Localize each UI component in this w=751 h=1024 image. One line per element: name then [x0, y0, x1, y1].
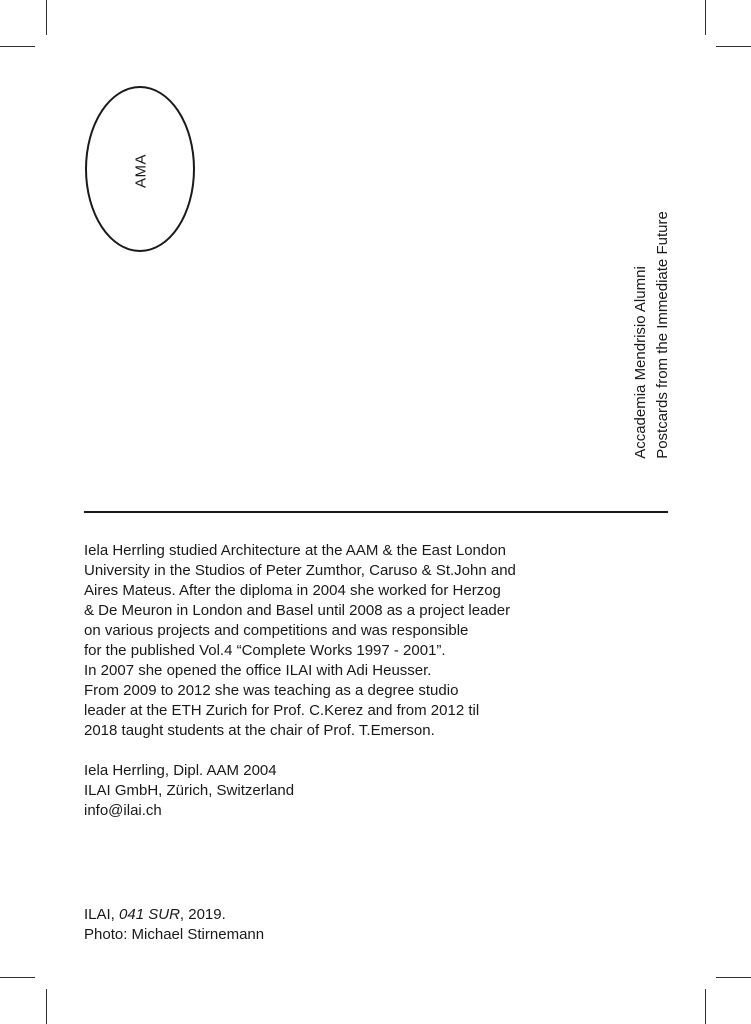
side-title — [630, 211, 674, 459]
credits-office: ILAI, — [84, 906, 120, 923]
bio-line: & De Meuron in London and Basel until 2008 as a project leader — [84, 602, 511, 619]
bio-line: for the published Vol.4 “Complete Works 1997 - 2001”. — [84, 642, 446, 659]
crop-mark-top-right-horizontal — [716, 46, 751, 47]
crop-mark-top-left-vertical — [46, 0, 47, 35]
crop-mark-bottom-right-vertical — [705, 989, 706, 1024]
crop-mark-bottom-right-horizontal — [716, 977, 751, 978]
credits-project-line — [84, 905, 264, 925]
contact-block — [84, 761, 294, 821]
bio-line: From 2009 to 2012 she was teaching as a degree studio — [84, 682, 459, 699]
side-title-line-1: Accademia Mendrisio Alumni — [632, 266, 649, 459]
bio-line: In 2007 she opened the office ILAI with Adi Heusser. — [84, 662, 432, 679]
bio-line: Aires Mateus. After the diploma in 2004 she worked for Herzog — [84, 582, 501, 599]
credits-photo: Photo: Michael Stirnemann — [84, 926, 265, 943]
biography — [84, 541, 644, 741]
contact-company: ILAI GmbH, Zürich, Switzerland — [84, 782, 295, 799]
contact-email[interactable]: info@ilai.ch — [84, 802, 162, 819]
bio-line: leader at the ETH Zurich for Prof. C.Kerez and from 2012 til — [84, 702, 480, 719]
bio-line: on various projects and competitions and was responsible — [84, 622, 469, 639]
bio-line: Iela Herrling studied Architecture at the AAM & the East London — [84, 542, 506, 559]
divider-rule — [84, 511, 668, 513]
credits-year: , 2019. — [179, 906, 226, 923]
credits-block — [84, 905, 264, 945]
bio-line: University in the Studios of Peter Zumthor, Caruso & St.John and — [84, 562, 516, 579]
side-title-line-2: Postcards from the Immediate Future — [654, 211, 671, 459]
crop-mark-top-left-horizontal — [0, 46, 35, 47]
crop-mark-top-right-vertical — [705, 0, 706, 35]
contact-name: Iela Herrling, Dipl. AAM 2004 — [84, 762, 277, 779]
crop-mark-bottom-left-vertical — [46, 989, 47, 1024]
bio-line: 2018 taught students at the chair of Prof. T.Emerson. — [84, 722, 435, 739]
logo-text: AMA — [132, 153, 150, 189]
credits-project-title: 041 SUR — [119, 906, 180, 923]
crop-mark-bottom-left-horizontal — [0, 977, 35, 978]
